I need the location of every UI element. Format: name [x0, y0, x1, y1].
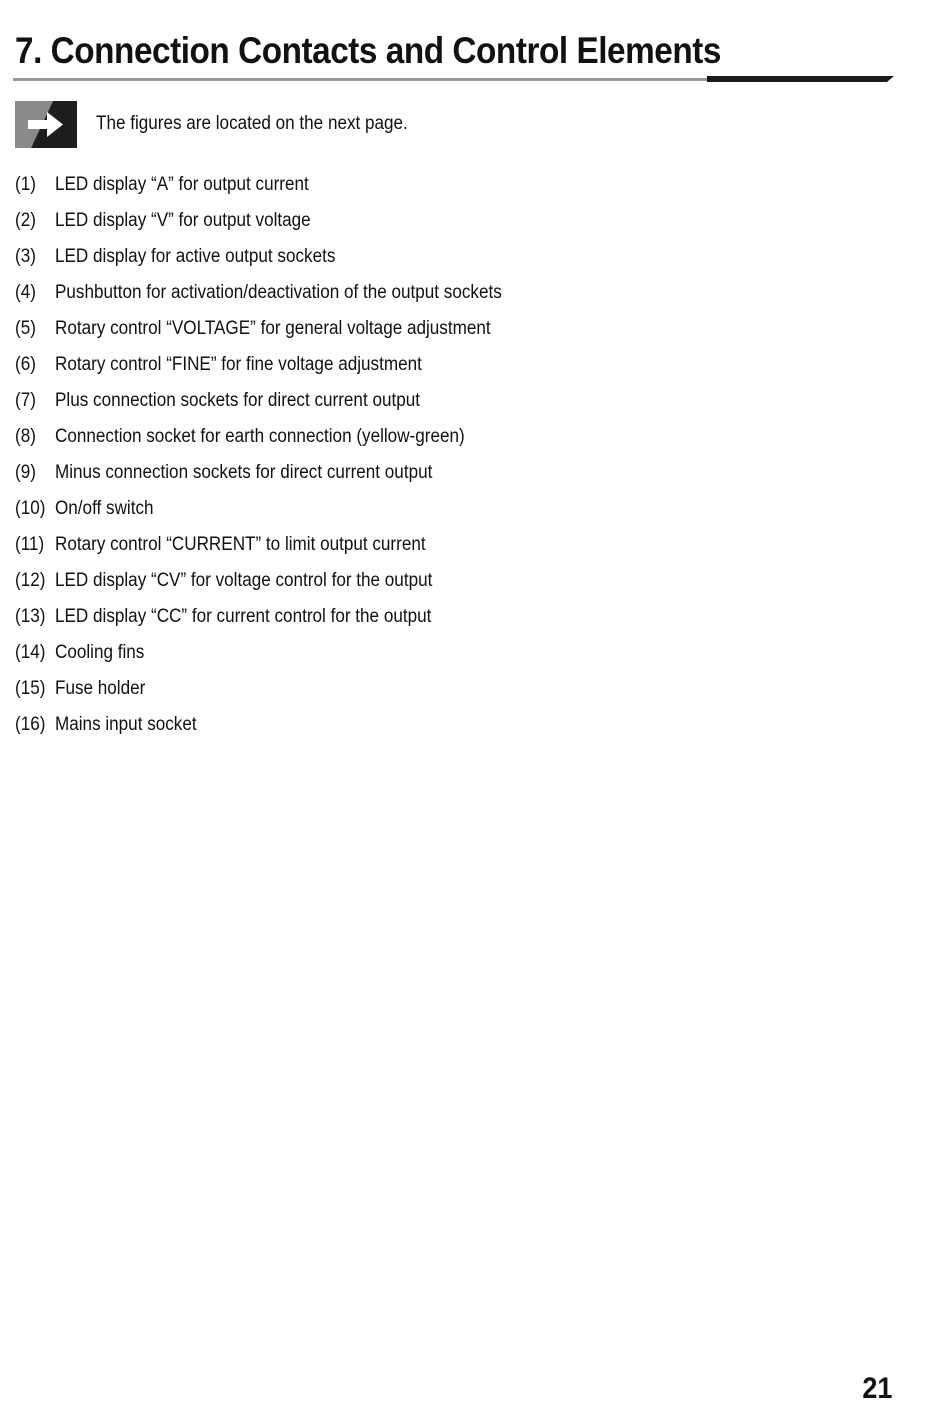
item-text: Rotary control “FINE” for fine voltage adjustment: [55, 354, 422, 375]
item-text: Rotary control “VOLTAGE” for general voltage adjustment: [55, 318, 491, 339]
item-text: Rotary control “CURRENT” to limit output current: [55, 534, 426, 555]
item-number: (5): [15, 318, 36, 339]
item-text: Pushbutton for activation/deactivation of the output sockets: [55, 282, 502, 303]
item-number: (6): [15, 354, 36, 375]
item-number: (11): [15, 534, 45, 555]
item-text: Fuse holder: [55, 678, 146, 699]
item-number: (13): [15, 606, 46, 627]
item-number: (15): [15, 678, 46, 699]
item-number: (2): [15, 210, 36, 231]
item-text: Minus connection sockets for direct current output: [55, 462, 433, 483]
title-underline: [13, 75, 894, 83]
item-number: (12): [15, 570, 46, 591]
item-number: (4): [15, 282, 36, 303]
item-text: Cooling fins: [55, 642, 145, 663]
item-number: (14): [15, 642, 46, 663]
arrow-right-icon: [15, 101, 77, 148]
item-text: LED display “CC” for current control for the output: [55, 606, 432, 627]
item-number: (9): [15, 462, 36, 483]
item-number: (3): [15, 246, 36, 267]
item-number: (8): [15, 426, 36, 447]
item-text: Mains input socket: [55, 714, 197, 735]
page-number: 21: [861, 1372, 892, 1405]
note-text: The figures are located on the next page.: [96, 113, 408, 134]
note-row: [15, 101, 715, 148]
item-text: On/off switch: [55, 498, 154, 519]
page-title: 7. Connection Contacts and Control Elements: [15, 30, 721, 71]
item-number: (1): [15, 174, 36, 195]
item-text: LED display “CV” for voltage control for the output: [55, 570, 433, 591]
item-text: Connection socket for earth connection (yellow-green): [55, 426, 465, 447]
item-number: (10): [15, 498, 46, 519]
item-number: (7): [15, 390, 36, 411]
item-text: LED display “V” for output voltage: [55, 210, 311, 231]
item-text: Plus connection sockets for direct current output: [55, 390, 420, 411]
item-number: (16): [15, 714, 46, 735]
item-text: LED display “A” for output current: [55, 174, 309, 195]
item-text: LED display for active output sockets: [55, 246, 336, 267]
